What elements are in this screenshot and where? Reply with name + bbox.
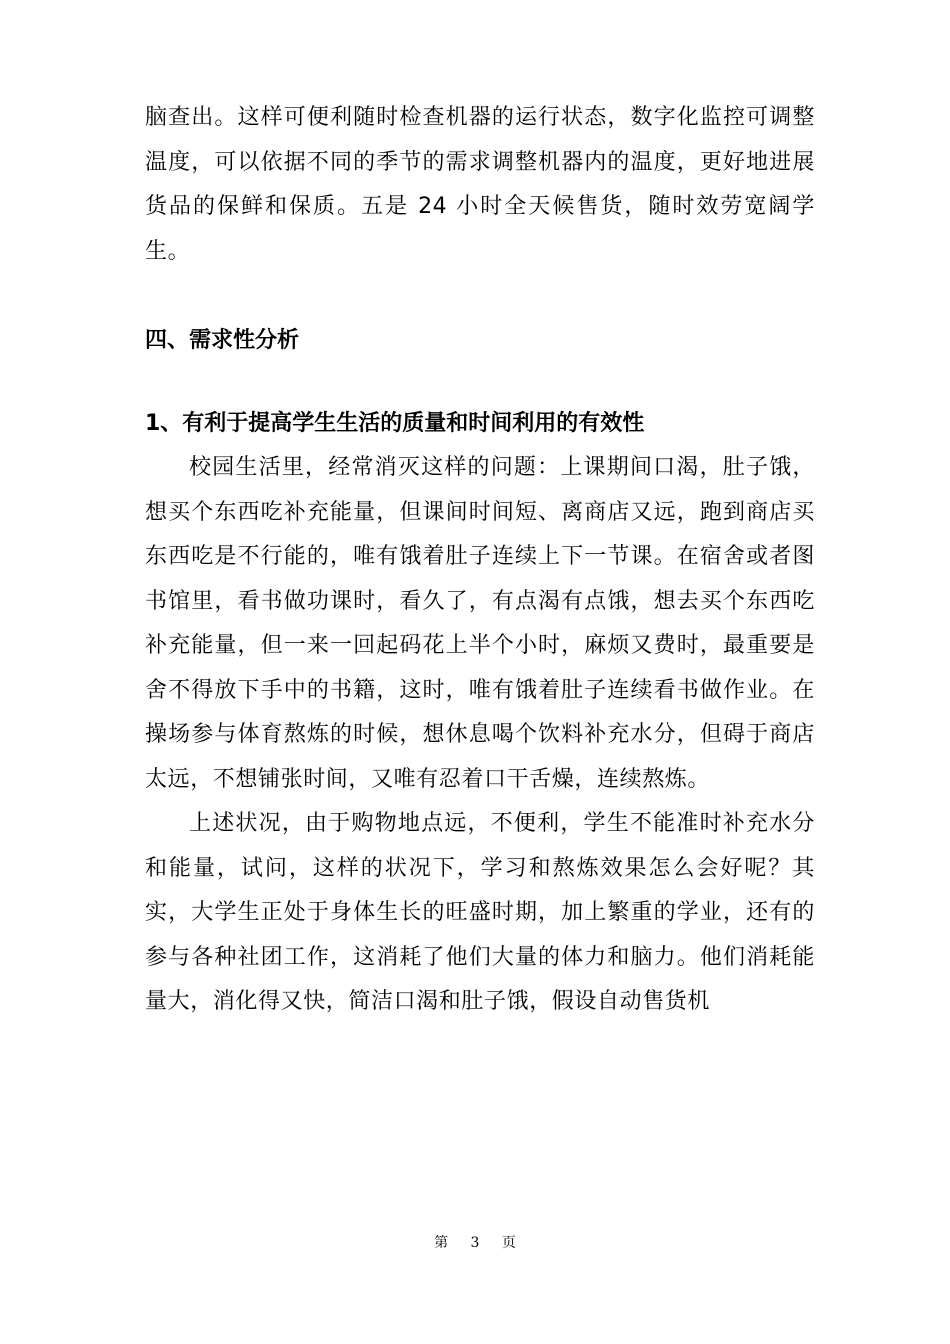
section-heading: 四、需求性分析	[145, 328, 300, 353]
page-footer	[0, 1232, 950, 1252]
footer-suffix: 页	[501, 1235, 516, 1251]
paragraph-1: 校园生活里，经常消灭这样的问题：上课期间口渴，肚子饿，想买个东西吃补充能量，但课间时间短、离商店又远，跑到商店买东西吃是不行能的，唯有饿着肚子连续上下一节课。在宿舍或者图书馆里，看书做功课时，看久了，有点渴有点饿，想去买个东西吃补充能量，但一来一回起码花上半个小时，麻烦又费时，最重要是舍不得放下手中的书籍，这时，唯有饿着肚子连续看书做作业。在操场参与体育熬炼的时候，想休息喝个饮料补充水分，但碍于商店太远，不想铺张时间，又唯有忍着口干舌燥，连续熬炼。	[145, 455, 815, 792]
page-number: 3	[470, 1235, 480, 1251]
subsection-heading: 1、有利于提高学生生活的质量和时间利用的有效性	[145, 410, 645, 436]
paragraph-2: 上述状况，由于购物地点远，不便利，学生不能准时补充水分和能量，试问，这样的状况下，学习和熬炼效果怎么会好呢？其实，大学生正处于身体生长的旺盛时期，加上繁重的学业，还有的参与各种社团工作，这消耗了他们大量的体力和脑力。他们消耗能量大，消化得又快，简洁口渴和肚子饿，假设自动售货机	[145, 811, 815, 1014]
document-body	[145, 96, 815, 1025]
paragraph-continued: 脑查出。这样可便利随时检查机器的运行状态，数字化监控可调整温度，可以依据不同的季节的需求调整机器内的温度，更好地进展货品的保鲜和保质。五是 24 小时全天候售货，随时效劳宽阔学生。	[145, 105, 815, 264]
footer-prefix: 第	[434, 1235, 449, 1251]
